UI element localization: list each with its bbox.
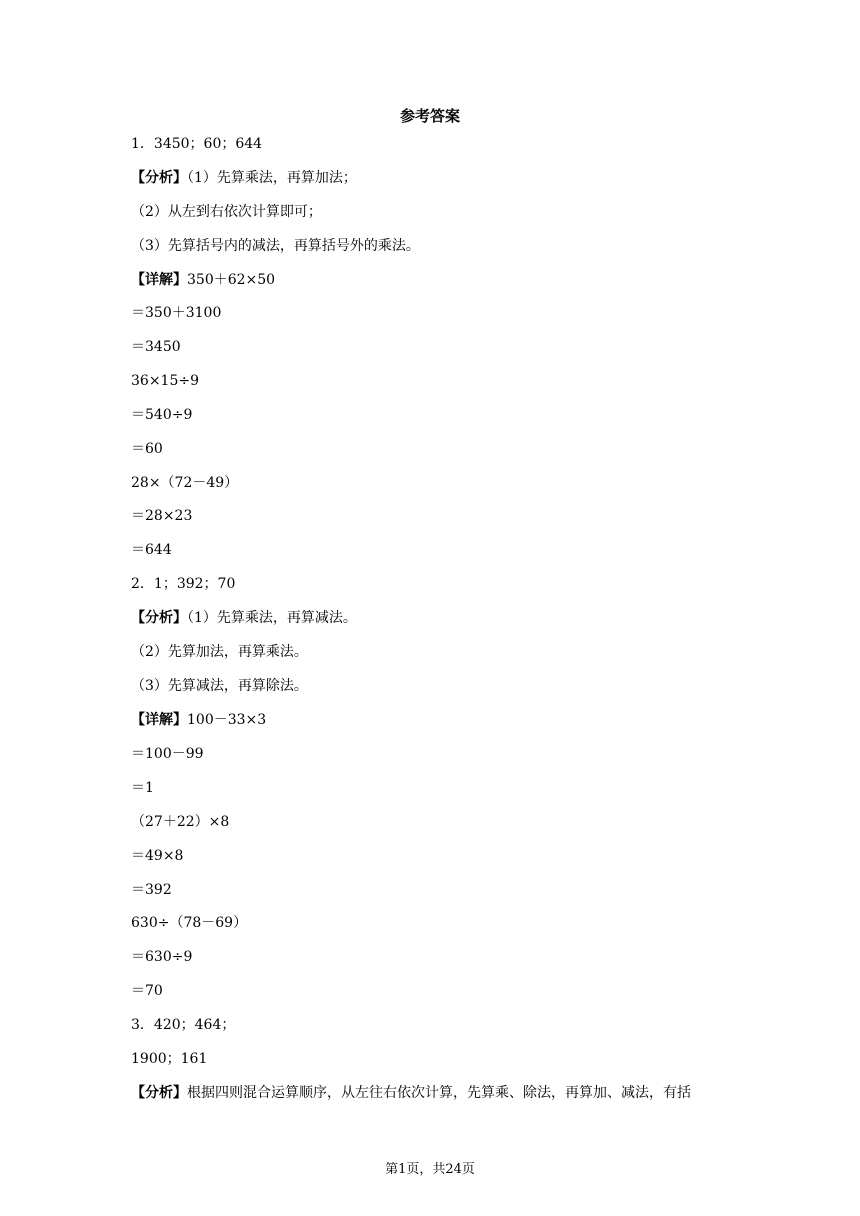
line-text: ＝60: [131, 441, 163, 457]
line-text: （1）先算乘法，再算减法。: [187, 610, 357, 626]
line-text: 100－33×3: [187, 712, 267, 728]
line-text: ＝1: [131, 780, 154, 796]
line-text: ＝28×23: [131, 508, 193, 524]
answer-line: [131, 642, 308, 662]
line-text: ＝540÷9: [131, 407, 193, 423]
line-text: ＝644: [131, 542, 172, 558]
line-text: 36×15÷9: [131, 373, 199, 389]
answer-line: [131, 574, 235, 594]
section-tag: 【详解】: [131, 712, 187, 728]
answer-line: [131, 880, 172, 900]
line-text: （3）先算减法，再算除法。: [131, 678, 308, 694]
answer-line: [131, 710, 266, 730]
line-text: ＝350＋3100: [131, 305, 222, 321]
page-footer: 第1页，共24页: [385, 1162, 475, 1177]
line-text: 根据四则混合运算顺序，从左往右依次计算，先算乘、除法，再算加、减法，有括: [187, 1085, 691, 1101]
section-tag: 【分析】: [131, 610, 187, 626]
line-text: ＝392: [131, 882, 172, 898]
answer-line: [131, 405, 192, 425]
answer-line: [131, 1015, 235, 1035]
line-text: 28×（72－49）: [131, 475, 239, 491]
line-text: ＝630÷9: [131, 949, 193, 965]
answer-line: [131, 947, 192, 967]
line-text: 2．1；392；70: [131, 576, 236, 592]
answer-line: [131, 168, 357, 188]
answer-line: [131, 202, 322, 222]
answer-line: [131, 540, 172, 560]
line-text: ＝49×8: [131, 848, 184, 864]
answer-line: [131, 506, 192, 526]
answer-line: [131, 439, 163, 459]
line-text: 1900；161: [131, 1051, 208, 1067]
section-tag: 【分析】: [131, 170, 187, 186]
answer-line: [131, 1083, 691, 1103]
section-tag: 【详解】: [131, 272, 187, 288]
answer-line: [131, 744, 204, 764]
answer-line: [131, 812, 229, 832]
answer-line: [131, 473, 238, 493]
line-text: ＝100－99: [131, 746, 204, 762]
answer-line: [131, 676, 308, 696]
answer-line: [131, 846, 183, 866]
answer-line: [131, 270, 275, 290]
answer-line: [131, 778, 154, 798]
answer-line: [131, 134, 262, 154]
line-text: （27＋22）×8: [131, 814, 230, 830]
answer-line: [131, 981, 163, 1001]
answer-line: [131, 337, 181, 357]
answer-line: [131, 913, 247, 933]
answer-line: [131, 371, 199, 391]
line-text: ＝70: [131, 983, 163, 999]
answer-line: [131, 303, 221, 323]
answer-line: [131, 608, 357, 628]
line-text: 630÷（78－69）: [131, 915, 248, 931]
page-title: 参考答案: [399, 107, 460, 125]
section-tag: 【分析】: [131, 1085, 187, 1101]
line-text: （1）先算乘法，再算加法；: [187, 170, 357, 186]
line-text: （2）从左到右依次计算即可；: [131, 204, 322, 220]
answer-line: [131, 236, 420, 256]
answer-line: [131, 1049, 207, 1069]
line-text: 350＋62×50: [187, 272, 276, 288]
line-text: ＝3450: [131, 339, 181, 355]
line-text: （3）先算括号内的减法，再算括号外的乘法。: [131, 238, 420, 254]
line-text: （2）先算加法，再算乘法。: [131, 644, 308, 660]
line-text: 3．420；464；: [131, 1017, 236, 1033]
line-text: 1．3450；60；644: [131, 136, 263, 152]
